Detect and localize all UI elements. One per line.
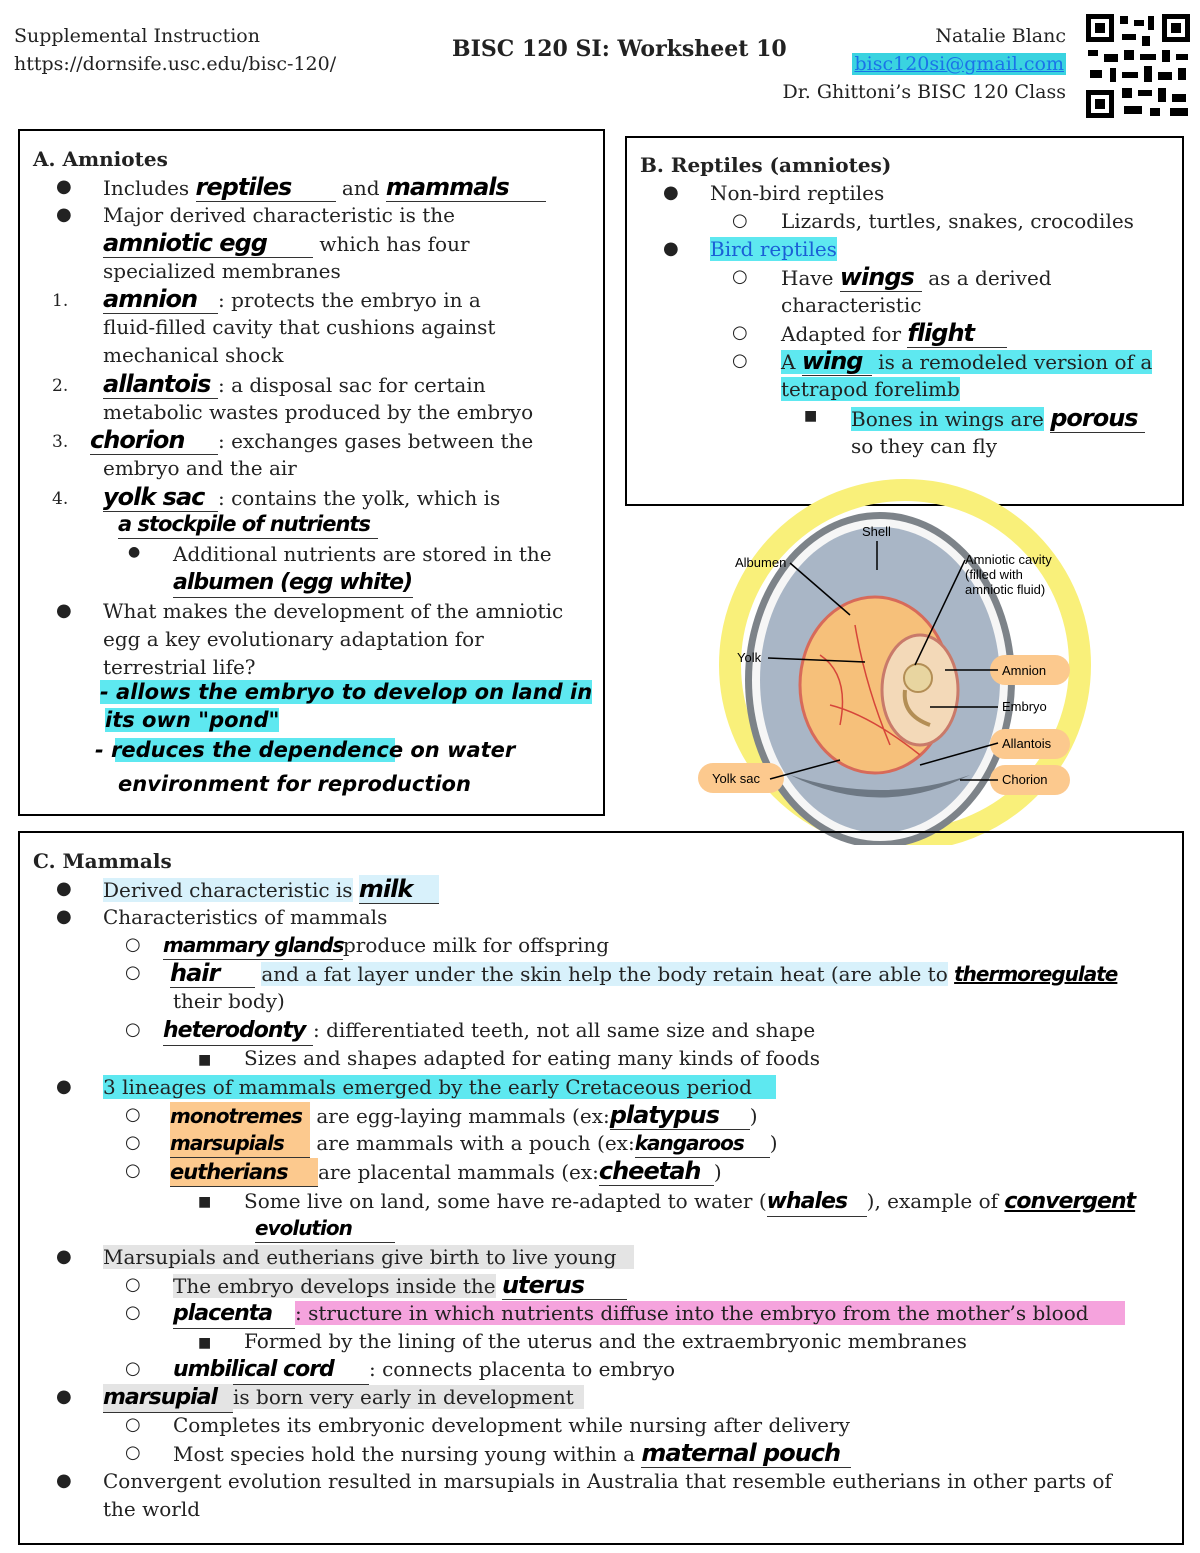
number-3: 3. xyxy=(52,432,69,452)
nonbird-line: Non-bird reptiles xyxy=(710,181,885,205)
close-paren: ) xyxy=(749,1104,758,1128)
convergent-line-2: the world xyxy=(103,1497,201,1521)
square-bullet: ■ xyxy=(198,1194,212,1210)
answer-milk[interactable]: milk xyxy=(359,875,439,904)
bird-text: Bird reptiles xyxy=(710,237,837,261)
author-name: Natalie Blanc xyxy=(935,25,1066,47)
circle-bullet: ○ xyxy=(125,1274,141,1295)
yolk-desc: : contains the yolk, which is xyxy=(218,486,501,510)
bullet: ● xyxy=(56,1470,72,1491)
bones-text: Bones in wings are xyxy=(851,407,1044,431)
answer-line-2[interactable]: its own "pond" xyxy=(105,708,280,732)
answer-yolk-sac[interactable]: yolk sac xyxy=(103,483,218,512)
includes-line xyxy=(103,173,546,202)
fly-line: so they can fly xyxy=(851,434,998,458)
a-text: A xyxy=(781,350,796,374)
circle-bullet: ○ xyxy=(125,1442,141,1463)
answer-allantois[interactable]: allantois xyxy=(103,370,218,399)
qr-code[interactable] xyxy=(1086,14,1190,118)
mono-desc: are egg-laying mammals (ex: xyxy=(316,1104,610,1128)
answer-marsupial[interactable]: marsupial xyxy=(103,1384,233,1413)
close-paren: ) xyxy=(713,1160,722,1184)
bird-line xyxy=(710,235,837,263)
forelimb-line xyxy=(781,375,960,403)
cord-desc: : connects placenta to embryo xyxy=(369,1357,676,1381)
answer-whales[interactable]: whales xyxy=(767,1188,867,1217)
bullet: ● xyxy=(56,878,72,899)
hair-desc: and a fat layer under the skin help the body retain heat (are able to xyxy=(261,962,948,986)
email-link[interactable]: bisc120si@gmail.com xyxy=(854,53,1064,75)
some-live-line xyxy=(244,1187,1135,1217)
label-albumen: Albumen xyxy=(735,555,787,570)
answer-amnion[interactable]: amnion xyxy=(103,285,218,314)
milk-line xyxy=(103,875,439,904)
label-embryo: Embryo xyxy=(1002,699,1047,714)
header-org: Supplemental Instruction xyxy=(14,25,260,47)
hetero-desc: : differentiated teeth, not all same size and shape xyxy=(313,1018,816,1042)
forelimb-text: tetrapod forelimb xyxy=(781,377,960,401)
answer-cheetah[interactable]: cheetah xyxy=(599,1157,714,1186)
circle-bullet: ○ xyxy=(125,1104,141,1125)
glands-line xyxy=(163,931,609,960)
circle-bullet: ○ xyxy=(125,934,141,955)
square-bullet: ■ xyxy=(804,408,818,424)
answer-chorion[interactable]: chorion xyxy=(90,426,218,455)
derived-text: Derived characteristic is xyxy=(103,878,353,902)
remodeled-text: is a remodeled version of a xyxy=(878,350,1153,374)
answer-line-3[interactable]: - reduces the dependence on water xyxy=(95,738,516,762)
monotremes-line xyxy=(170,1101,758,1131)
bullet: ● xyxy=(663,182,679,203)
have-text: Have xyxy=(781,266,834,290)
circle-bullet: ○ xyxy=(125,1302,141,1323)
allantois-line-2: metabolic wastes produced by the embryo xyxy=(103,400,534,424)
born-early-text: is born very early in development xyxy=(233,1385,584,1409)
circle-bullet: ○ xyxy=(125,1358,141,1379)
answer-marsupials[interactable]: marsupials xyxy=(170,1129,310,1158)
glands-desc: produce milk for offspring xyxy=(343,933,610,957)
amniotic-egg-diagram xyxy=(690,475,1190,845)
section-a-heading: A. Amniotes xyxy=(33,147,168,171)
question-line-3: terrestrial life? xyxy=(103,655,256,679)
uterus-line xyxy=(173,1271,627,1300)
label-yolk-sac: Yolk sac xyxy=(712,771,760,786)
allantois-desc: : a disposal sac for certain xyxy=(218,373,486,397)
wings-line xyxy=(781,263,1052,292)
bones-line xyxy=(851,404,1145,433)
birth-text: Marsupials and eutherians give birth to live young xyxy=(103,1245,634,1269)
bullet: ● xyxy=(56,1246,72,1267)
marsupial-line xyxy=(103,1383,584,1413)
bullet: ● xyxy=(56,1386,72,1407)
answer-eutherians[interactable]: eutherians xyxy=(170,1158,318,1187)
euth-desc: are placental mammals (ex: xyxy=(318,1160,599,1184)
derived-text: as a derived xyxy=(928,266,1052,290)
hair-line xyxy=(170,959,1117,988)
square-bullet: ■ xyxy=(198,1335,212,1351)
header-url[interactable]: https://dornsife.usc.edu/bisc-120/ xyxy=(14,53,337,75)
convergent-line-1: Convergent evolution resulted in marsupials in Australia that resemble eutherians in other parts of xyxy=(103,1469,1112,1493)
square-bullet: ■ xyxy=(198,1052,212,1068)
bullet: ● xyxy=(56,600,72,621)
circle-bullet: ○ xyxy=(125,962,141,983)
embryo-develops-text: The embryo develops inside the xyxy=(173,1274,496,1298)
answer-convergent[interactable]: convergent xyxy=(1004,1189,1136,1214)
example-of-text: ), example of xyxy=(866,1189,999,1213)
number-2: 2. xyxy=(52,376,69,396)
amnion-line xyxy=(103,285,481,314)
number-1: 1. xyxy=(52,291,69,311)
marsupials-line xyxy=(170,1129,778,1158)
header-left xyxy=(14,22,336,78)
bullet: ● xyxy=(56,906,72,927)
answer-wings[interactable]: wings xyxy=(840,263,922,292)
number-4: 4. xyxy=(52,489,69,509)
circle-bullet: ○ xyxy=(125,1132,141,1153)
yolk-line xyxy=(103,483,500,512)
answer-evolution[interactable]: evolution xyxy=(255,1214,395,1243)
answer-mammary-glands[interactable]: mammary glands xyxy=(163,931,343,960)
includes-text: Includes xyxy=(103,176,190,200)
answer-albumen[interactable]: albumen (egg white) xyxy=(173,569,413,598)
bullet: ● xyxy=(663,238,679,259)
chorion-line-2: embryo and the air xyxy=(103,456,297,480)
marsup-desc: are mammals with a pouch (ex: xyxy=(316,1131,635,1155)
label-chorion: Chorion xyxy=(1002,772,1048,787)
bullet: ● xyxy=(56,1076,72,1097)
lineages-line xyxy=(103,1073,776,1101)
derived-line: Major derived characteristic is the xyxy=(103,203,456,227)
answer-maternal-pouch[interactable]: maternal pouch xyxy=(641,1439,851,1468)
circle-bullet: ○ xyxy=(125,1160,141,1181)
additional-line: Additional nutrients are stored in the xyxy=(173,542,552,566)
answer-thermoregulate[interactable]: thermoregulate xyxy=(954,962,1118,986)
header-right xyxy=(783,22,1066,106)
label-amniotic-cavity-2: (filled with xyxy=(965,567,1023,582)
stockpile-line xyxy=(118,510,378,539)
characteristic-line: characteristic xyxy=(781,293,922,317)
and-text: and xyxy=(341,176,380,200)
completes-line: Completes its embryonic development while nursing after delivery xyxy=(173,1413,850,1437)
chorion-line xyxy=(90,426,533,455)
eutherians-line xyxy=(170,1157,722,1187)
embryo-shape xyxy=(904,664,932,692)
answer-hair[interactable]: hair xyxy=(170,959,255,988)
answer-heterodonty[interactable]: heterodonty xyxy=(163,1017,313,1046)
label-allantois: Allantois xyxy=(1002,736,1052,751)
wing-line xyxy=(781,347,1152,376)
circle-bullet: ○ xyxy=(732,210,748,231)
answer-kangaroos[interactable]: kangaroos xyxy=(635,1129,770,1158)
some-live-text: Some live on land, some have re-adapted to water ( xyxy=(244,1189,767,1213)
close-paren: ) xyxy=(769,1131,778,1155)
answer-reptiles[interactable]: reptiles xyxy=(196,173,336,202)
answer-placenta[interactable]: placenta xyxy=(173,1300,295,1329)
answer-line-1[interactable]: - allows the embryo to develop on land in xyxy=(100,680,593,704)
amnion-line-2: fluid-filled cavity that cushions against xyxy=(103,315,496,339)
four-text: which has four xyxy=(319,232,470,256)
formed-line: Formed by the lining of the uterus and the extraembryonic membranes xyxy=(244,1329,967,1353)
evolution-line xyxy=(255,1214,395,1243)
circle-bullet: ○ xyxy=(125,1019,141,1040)
answer-line-4[interactable]: environment for reproduction xyxy=(118,772,471,796)
characteristics-line: Characteristics of mammals xyxy=(103,905,388,929)
circle-bullet: ○ xyxy=(732,350,748,371)
label-yolk: Yolk xyxy=(737,650,762,665)
answer-wing[interactable]: wing xyxy=(802,347,872,376)
label-amniotic-cavity-1: Amniotic cavity xyxy=(965,552,1052,567)
albumen-line xyxy=(173,568,413,598)
page-title: BISC 120 SI: Worksheet 10 xyxy=(452,36,787,62)
question-line-2: egg a key evolutionary adaptation for xyxy=(103,627,484,651)
answer-amniotic-egg[interactable]: amniotic egg xyxy=(103,229,313,258)
adapted-text: Adapted for xyxy=(781,322,902,346)
label-amniotic-cavity-3: amniotic fluid) xyxy=(965,582,1046,597)
circle-bullet: ○ xyxy=(732,266,748,287)
class-name: Dr. Ghittoni’s BISC 120 Class xyxy=(782,81,1066,103)
answer-uterus[interactable]: uterus xyxy=(502,1271,627,1300)
circle-bullet: ○ xyxy=(732,322,748,343)
answer-umbilical-cord[interactable]: umbilical cord xyxy=(173,1356,369,1385)
question-line-1: What makes the development of the amniotic xyxy=(103,599,564,623)
birth-line xyxy=(103,1243,634,1271)
placenta-line xyxy=(173,1299,1125,1329)
section-b-heading: B. Reptiles (amniotes) xyxy=(640,153,892,177)
hetero-line xyxy=(163,1016,815,1046)
bullet: ● xyxy=(128,544,141,560)
label-shell: Shell xyxy=(862,524,891,539)
section-c-heading: C. Mammals xyxy=(33,849,172,873)
amnion-desc: : protects the embryo in a xyxy=(218,288,481,312)
most-species-text: Most species hold the nursing young within a xyxy=(173,1442,636,1466)
most-species-line xyxy=(173,1439,851,1468)
flight-line xyxy=(781,319,1007,348)
answer-monotremes[interactable]: monotremes xyxy=(170,1102,310,1131)
bullet: ● xyxy=(56,204,72,225)
amnion-line-3: mechanical shock xyxy=(103,343,284,367)
chorion-desc: : exchanges gases between the xyxy=(218,429,534,453)
sizes-line: Sizes and shapes adapted for eating many kinds of foods xyxy=(244,1046,821,1070)
answer-porous[interactable]: porous xyxy=(1050,404,1145,433)
answer-flight[interactable]: flight xyxy=(907,319,1007,348)
allantois-line xyxy=(103,370,486,399)
lineages-text: 3 lineages of mammals emerged by the early Cretaceous period xyxy=(103,1075,776,1099)
label-amnion: Amnion xyxy=(1002,663,1047,678)
circle-bullet: ○ xyxy=(125,1414,141,1435)
answer-platypus[interactable]: platypus xyxy=(610,1101,750,1130)
cord-line xyxy=(173,1355,675,1385)
answer-mammals[interactable]: mammals xyxy=(386,173,546,202)
bullet: ● xyxy=(56,176,72,197)
egg-line xyxy=(103,229,470,258)
lizards-line: Lizards, turtles, snakes, crocodiles xyxy=(781,209,1134,233)
body-line: their body) xyxy=(173,989,285,1013)
membranes-line: specialized membranes xyxy=(103,259,341,283)
placenta-desc: : structure in which nutrients diffuse into the embryo from the mother’s blood xyxy=(295,1301,1125,1325)
answer-stockpile[interactable]: a stockpile of nutrients xyxy=(118,510,378,539)
